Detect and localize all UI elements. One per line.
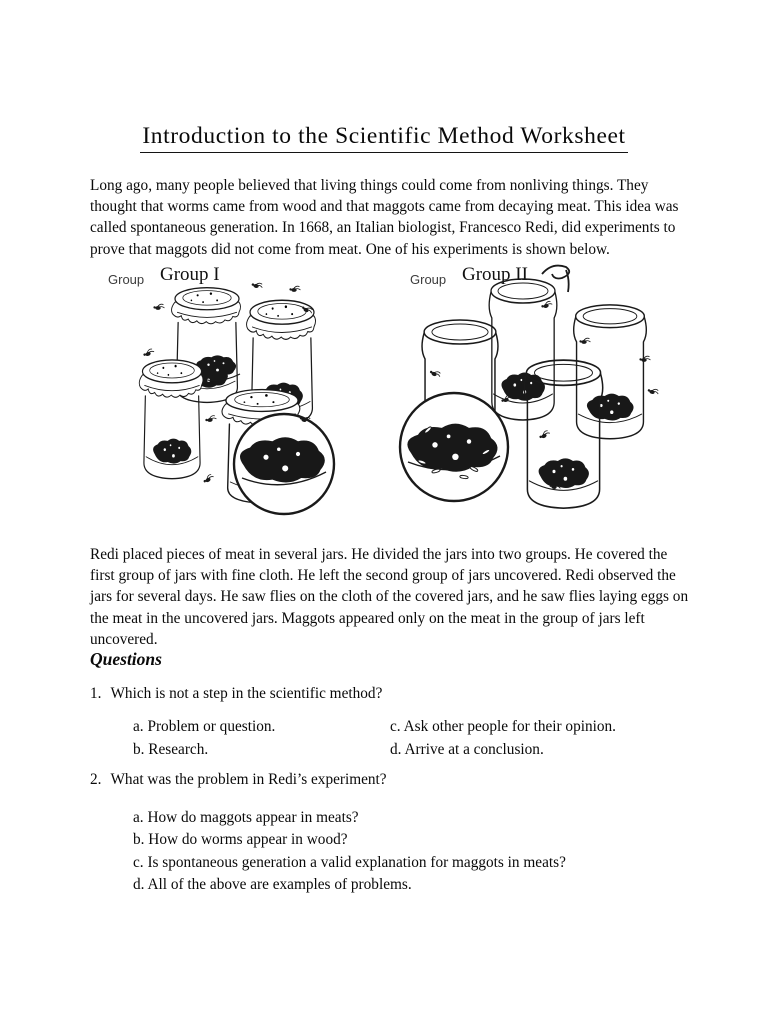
question-2-options: [133, 807, 566, 896]
answer-option: d. Arrive at a conclusion.: [390, 740, 544, 758]
description-paragraph: Redi placed pieces of meat in several jars. He divided the jars into two groups. He covered the first group of jars with fine cloth. He left the second group of jars uncovered. Redi observed the jars for several days. He saw flies on the cloth of the covered jars, and he saw flies laying eggs on the meat in the uncovered jars. Maggots appeared only on the meat in the group of jars left uncovered.: [90, 546, 689, 648]
page-title-text: Introduction to the Scientific Method Worksheet: [140, 123, 627, 153]
question-2: [90, 771, 387, 789]
answer-option: c. Is spontaneous generation a valid explanation for maggots in meats?: [133, 853, 566, 871]
page-title: [0, 123, 768, 153]
intro-paragraph: Long ago, many people believed that living things could come from nonliving things. They thought that worms came from wood and that maggots came from decaying meat. This idea was called spontaneous generation. In 1668, an Italian biologist, Francesco Redi, did experiments to prove that maggots did not come from meat. One of his experiments is shown below.: [90, 177, 679, 258]
question-1: [90, 685, 382, 703]
open-jar: [489, 279, 557, 420]
question-2-number: 2.: [90, 771, 102, 788]
question-2-text: What was the problem in Redi’s experiment?: [110, 771, 387, 788]
group1-covered-jars-drawing: [88, 262, 394, 540]
questions-heading: Questions: [90, 649, 162, 669]
magnified-meat-no-maggots: [234, 414, 334, 514]
group1-overlay-label: Group: [108, 272, 145, 287]
answer-option: a. Problem or question.: [133, 718, 276, 735]
group2-label: Group II: [462, 264, 528, 285]
answer-option: c. Ask other people for their opinion.: [390, 718, 617, 735]
group2-overlay-label: Group: [410, 272, 447, 287]
answer-option: b. Research.: [133, 740, 209, 758]
covered-jar: [139, 360, 203, 479]
question-1-options-right: [390, 716, 616, 761]
magnified-meat-with-maggots: [400, 393, 508, 501]
group1-label: Group I: [160, 264, 220, 285]
question-1-options-left: [133, 716, 275, 761]
answer-option: a. How do maggots appear in meats?: [133, 809, 359, 826]
question-1-text: Which is not a step in the scientific method?: [110, 685, 383, 702]
question-1-number: 1.: [90, 685, 102, 702]
group2-open-jars-drawing: [394, 262, 704, 540]
open-jar: [574, 305, 647, 439]
answer-option: d. All of the above are examples of problems.: [133, 875, 412, 893]
redi-experiment-figure: [88, 262, 704, 540]
answer-option: b. How do worms appear in wood?: [133, 831, 348, 849]
